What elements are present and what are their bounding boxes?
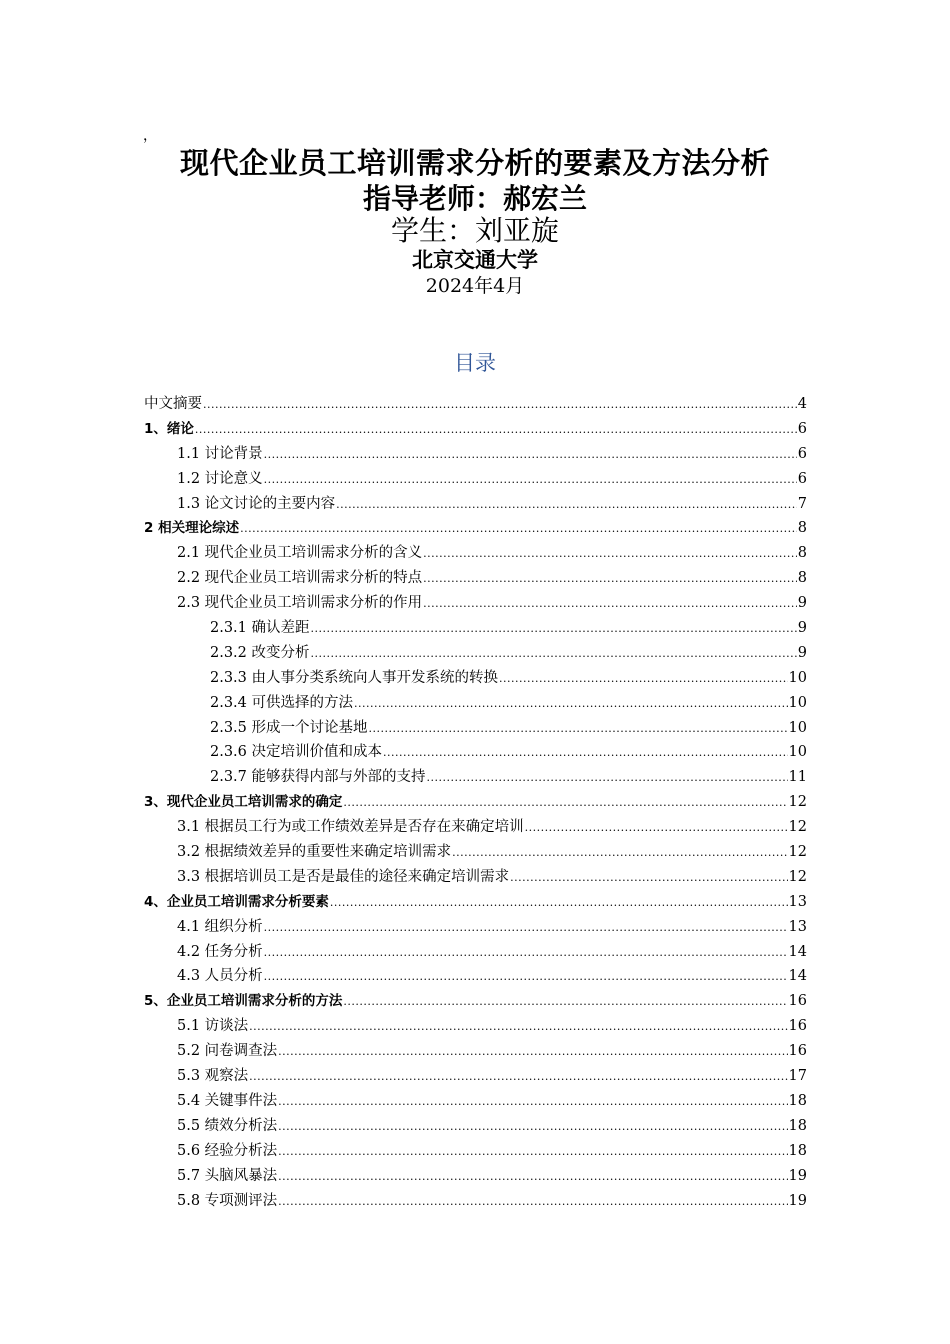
toc-entry-label: 3.1 根据员工行为或工作绩效差异是否存在来确定培训	[177, 819, 524, 836]
toc-entry[interactable]	[144, 591, 807, 616]
toc-leader	[278, 1190, 787, 1215]
toc-leader	[330, 891, 788, 916]
toc-leader	[249, 1065, 787, 1090]
toc-leader	[203, 393, 797, 418]
toc-entry-label: 1.2 讨论意义	[177, 470, 263, 487]
toc-entry-label: 3.2 根据绩效差异的重要性来确定培训需求	[177, 844, 452, 861]
toc-entry[interactable]	[144, 1114, 807, 1139]
toc-leader	[264, 965, 788, 990]
toc-leader	[343, 990, 787, 1015]
toc-entry[interactable]	[144, 666, 807, 691]
toc-leader	[423, 592, 797, 617]
toc-entry-label: 5.2 问卷调查法	[177, 1043, 278, 1060]
toc-entry-page: 10	[788, 694, 807, 711]
toc-leader	[354, 692, 788, 717]
toc-entry-label: 2.1 现代企业员工培训需求分析的含义	[177, 545, 423, 562]
toc-entry-label: 2 相关理论综述	[144, 520, 240, 537]
toc-entry[interactable]	[144, 417, 807, 442]
toc-entry-page: 19	[788, 1167, 807, 1184]
toc-leader	[510, 866, 787, 891]
toc-entry[interactable]	[144, 1064, 807, 1089]
toc-entry-page: 8	[797, 545, 807, 562]
toc-entry-label: 中文摘要	[144, 396, 202, 412]
toc-entry-page: 12	[788, 794, 807, 811]
toc-entry[interactable]	[144, 566, 807, 591]
toc-leader	[423, 567, 797, 592]
toc-entry-page: 14	[788, 943, 807, 960]
toc-entry-label: 5.8 专项测评法	[177, 1192, 278, 1209]
toc-leader	[525, 816, 788, 841]
toc-entry-label: 2.3.4 可供选择的方法	[210, 694, 354, 711]
toc-entry-label: 3、现代企业员工培训需求的确定	[144, 794, 343, 811]
table-of-contents	[144, 392, 807, 1213]
toc-entry-page: 16	[788, 1018, 807, 1035]
toc-entry[interactable]	[144, 915, 807, 940]
toc-leader	[336, 493, 797, 518]
toc-entry-label: 2.2 现代企业员工培训需求分析的特点	[177, 570, 423, 587]
toc-entry-label: 2.3.3 由人事分类系统向人事开发系统的转换	[210, 669, 499, 686]
toc-entry[interactable]	[144, 940, 807, 965]
toc-entry[interactable]	[144, 442, 807, 467]
toc-entry-page: 4	[797, 396, 807, 412]
toc-entry[interactable]	[144, 815, 807, 840]
toc-entry[interactable]	[144, 765, 807, 790]
toc-entry[interactable]	[144, 392, 807, 417]
student-line: 学生：刘亚旋	[390, 214, 559, 247]
toc-entry-label: 1、绪论	[144, 420, 194, 437]
toc-entry-label: 2.3.2 改变分析	[210, 644, 310, 661]
document-title: 现代企业员工培训需求分析的要素及方法分析	[179, 146, 770, 180]
toc-leader	[278, 1140, 787, 1165]
toc-entry[interactable]	[144, 740, 807, 765]
toc-entry-page: 8	[797, 570, 807, 587]
toc-entry[interactable]	[144, 691, 807, 716]
toc-entry-page: 10	[788, 744, 807, 761]
toc-entry-page: 12	[788, 844, 807, 861]
toc-entry-page: 10	[788, 719, 807, 736]
toc-leader	[343, 791, 787, 816]
toc-entry-page: 6	[797, 420, 807, 437]
toc-entry-label: 1.1 讨论背景	[177, 445, 263, 462]
toc-entry-label: 5、企业员工培训需求分析的方法	[144, 993, 343, 1010]
toc-entry-label: 3.3 根据培训员工是否是最佳的途径来确定培训需求	[177, 868, 510, 885]
toc-entry-page: 9	[797, 595, 807, 612]
toc-leader	[195, 418, 797, 443]
toc-entry-page: 6	[797, 445, 807, 462]
toc-leader	[369, 717, 788, 742]
toc-entry-page: 11	[788, 769, 807, 786]
toc-entry[interactable]	[144, 840, 807, 865]
toc-entry-label: 2.3.6 决定培训价值和成本	[210, 744, 383, 761]
toc-leader	[311, 642, 797, 667]
toc-entry[interactable]	[144, 641, 807, 666]
toc-leader	[278, 1115, 787, 1140]
toc-entry-page: 7	[797, 495, 807, 512]
toc-entry-label: 4、企业员工培训需求分析要素	[144, 893, 329, 910]
toc-entry[interactable]	[144, 1014, 807, 1039]
toc-leader	[452, 841, 787, 866]
toc-leader	[278, 1090, 787, 1115]
toc-leader	[278, 1165, 787, 1190]
toc-entry-label: 4.1 组织分析	[177, 918, 263, 935]
toc-leader	[278, 1040, 787, 1065]
toc-entry-page: 6	[797, 470, 807, 487]
toc-entry-page: 14	[788, 968, 807, 985]
toc-entry[interactable]	[144, 1089, 807, 1114]
toc-entry-page: 12	[788, 819, 807, 836]
toc-entry[interactable]	[144, 716, 807, 741]
toc-entry-label: 4.2 任务分析	[177, 943, 263, 960]
toc-entry-label: 5.7 头脑风暴法	[177, 1167, 278, 1184]
toc-leader	[383, 741, 788, 766]
toc-entry-label: 2.3 现代企业员工培训需求分析的作用	[177, 595, 423, 612]
toc-entry-page: 10	[788, 669, 807, 686]
toc-entry[interactable]	[144, 467, 807, 492]
toc-entry-page: 18	[788, 1142, 807, 1159]
toc-entry-label: 5.3 观察法	[177, 1068, 249, 1085]
toc-entry[interactable]	[144, 1164, 807, 1189]
toc-entry[interactable]	[144, 1139, 807, 1164]
toc-leader	[249, 1015, 787, 1040]
toc-entry-page: 18	[788, 1092, 807, 1109]
toc-entry-page: 8	[797, 520, 807, 537]
toc-entry-page: 16	[788, 993, 807, 1010]
toc-entry[interactable]	[144, 890, 807, 915]
toc-entry[interactable]	[144, 865, 807, 890]
university-name: 北京交通大学	[412, 247, 538, 272]
toc-leader	[427, 766, 788, 791]
stray-mark: ，	[143, 128, 157, 144]
toc-leader	[499, 667, 788, 692]
toc-entry-label: 2.3.5 形成一个讨论基地	[210, 719, 368, 736]
toc-leader	[264, 443, 797, 468]
toc-entry-page: 16	[788, 1043, 807, 1060]
toc-entry[interactable]	[144, 790, 807, 815]
toc-entry[interactable]	[144, 1189, 807, 1214]
toc-leader	[423, 542, 797, 567]
toc-entry-page: 17	[788, 1068, 807, 1085]
toc-entry-page: 13	[788, 893, 807, 910]
toc-leader	[264, 941, 788, 966]
toc-entry-page: 12	[788, 868, 807, 885]
toc-leader	[264, 916, 788, 941]
toc-entry-label: 4.3 人员分析	[177, 968, 263, 985]
toc-leader	[264, 468, 797, 493]
toc-entry[interactable]	[144, 964, 807, 989]
toc-entry-page: 9	[797, 620, 807, 637]
toc-entry-label: 5.1 访谈法	[177, 1018, 249, 1035]
toc-entry[interactable]	[144, 1039, 807, 1064]
document-date: 2024年4月	[425, 275, 525, 297]
toc-leader	[240, 517, 797, 542]
advisor-line: 指导老师：郝宏兰	[362, 182, 587, 215]
toc-entry[interactable]	[144, 516, 807, 541]
toc-entry[interactable]	[144, 989, 807, 1014]
toc-entry-page: 18	[788, 1117, 807, 1134]
toc-entry-page: 19	[788, 1192, 807, 1209]
toc-leader	[311, 617, 797, 642]
toc-entry-label: 5.4 关键事件法	[177, 1092, 278, 1109]
toc-entry-label: 1.3 论文讨论的主要内容	[177, 495, 336, 512]
toc-entry-label: 5.6 经验分析法	[177, 1142, 278, 1159]
toc-entry[interactable]	[144, 541, 807, 566]
toc-entry-label: 2.3.7 能够获得内部与外部的支持	[210, 769, 426, 786]
toc-heading: 目录	[454, 351, 496, 375]
toc-entry-page: 13	[788, 918, 807, 935]
toc-entry[interactable]	[144, 616, 807, 641]
toc-entry-label: 5.5 绩效分析法	[177, 1117, 278, 1134]
toc-entry[interactable]	[144, 492, 807, 517]
toc-entry-label: 2.3.1 确认差距	[210, 620, 310, 637]
toc-entry-page: 9	[797, 644, 807, 661]
